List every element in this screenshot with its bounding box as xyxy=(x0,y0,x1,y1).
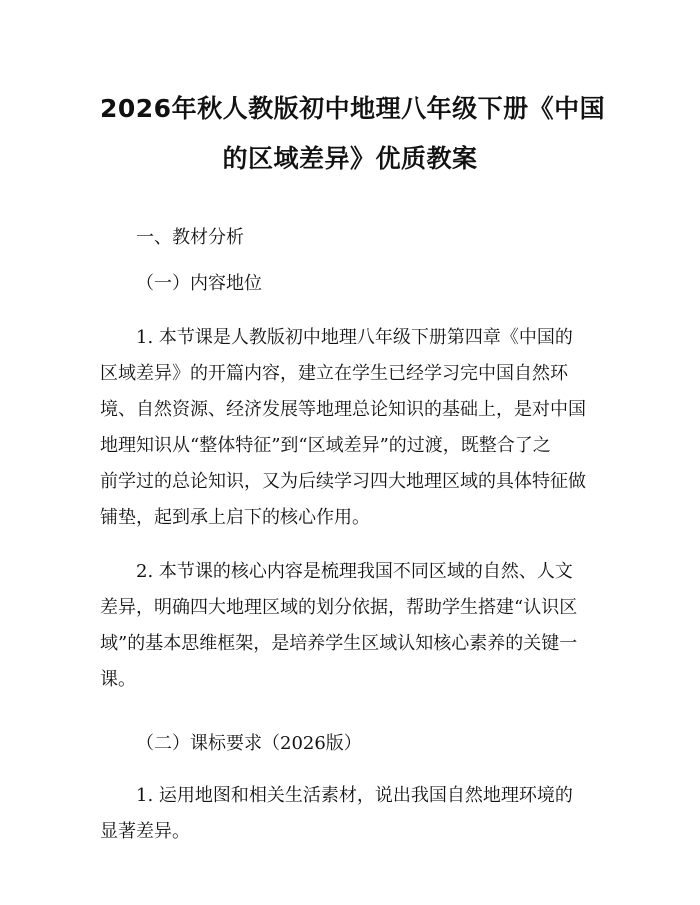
paragraph-content-position-2 xyxy=(100,554,600,698)
section-heading-textbook-analysis: 一、教材分析 xyxy=(136,227,244,248)
paragraph-line: 差异，明确四大地理区域的划分依据，帮助学生搭建“认识区 xyxy=(100,597,578,618)
paragraph-content-position-1 xyxy=(100,320,600,536)
paragraph-line: 显著差异。 xyxy=(100,821,190,842)
paragraph-line: 前学过的总论知识，又为后续学习四大地理区域的具体特征做 xyxy=(100,471,586,492)
title-line: 2026年秋人教版初中地理八年级下册《中国 xyxy=(100,94,606,123)
paragraph-line: 区域差异》的开篇内容，建立在学生已经学习完中国自然环 xyxy=(100,363,568,384)
title-line: 的区域差异》优质教案 xyxy=(222,144,478,173)
paragraph-line: 1. 运用地图和相关生活素材，说出我国自然地理环境的 xyxy=(136,785,573,806)
document-title xyxy=(100,84,606,184)
paragraph-line: 课。 xyxy=(100,669,136,690)
paragraph-line: 境、自然资源、经济发展等地理总论知识的基础上，是对中国 xyxy=(100,399,586,420)
subsection-heading-content-position: （一）内容地位 xyxy=(136,273,262,294)
paragraph-curriculum-requirement-1 xyxy=(100,778,600,850)
paragraph-line: 地理知识从“整体特征”到“区域差异”的过渡，既整合了之 xyxy=(100,435,551,456)
paragraph-line: 域”的基本思维框架，是培养学生区域认知核心素养的关键一 xyxy=(100,633,578,654)
paragraph-line: 2. 本节课的核心内容是梳理我国不同区域的自然、人文 xyxy=(136,561,573,582)
subsection-heading-curriculum-requirements: （二）课标要求（2026版） xyxy=(136,733,362,754)
paragraph-line: 铺垫，起到承上启下的核心作用。 xyxy=(100,507,370,528)
paragraph-line: 1. 本节课是人教版初中地理八年级下册第四章《中国的 xyxy=(136,327,573,348)
